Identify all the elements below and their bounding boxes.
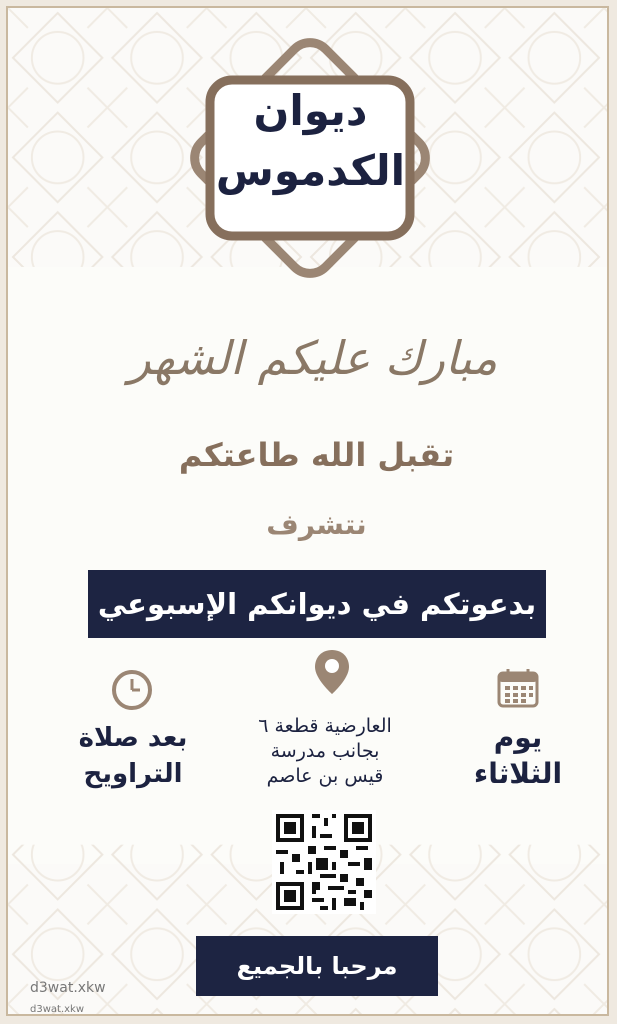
location-line2: بجانب مدرسة xyxy=(270,740,380,762)
location-info xyxy=(220,714,430,789)
title-line1: ديوان xyxy=(253,86,368,135)
greeting-calligraphy: مبارك عليكم الشهر xyxy=(128,331,498,385)
clock-icon xyxy=(110,668,154,712)
title-line2: الكدموس xyxy=(215,146,406,195)
time-info xyxy=(48,720,218,792)
location-line3: قيس بن عاصم xyxy=(266,765,384,787)
day-info xyxy=(448,720,588,792)
qr-code-icon[interactable] xyxy=(272,810,376,914)
time-line2: التراويح xyxy=(83,759,183,789)
title-emblem xyxy=(183,68,438,248)
accept-line: تقبل الله طاعتكم xyxy=(178,436,455,474)
watermark-small-text: d3wat.xkw xyxy=(30,1004,85,1015)
invite-banner: بدعوتكم في ديوانكم الإسبوعي xyxy=(88,570,546,638)
day-line2: الثلاثاء xyxy=(473,757,563,790)
invitation-card xyxy=(6,6,609,1016)
watermark-text: d3wat.xkw xyxy=(30,980,106,996)
time-line1: بعد صلاة xyxy=(78,723,188,753)
honored-line: نتشرف xyxy=(266,508,367,541)
welcome-banner: مرحبا بالجميع xyxy=(196,936,438,996)
calendar-icon xyxy=(496,666,540,710)
day-line1: يوم xyxy=(493,721,543,754)
location-pin-icon xyxy=(312,648,352,698)
location-line1: العارضية قطعة ٦ xyxy=(258,715,392,737)
